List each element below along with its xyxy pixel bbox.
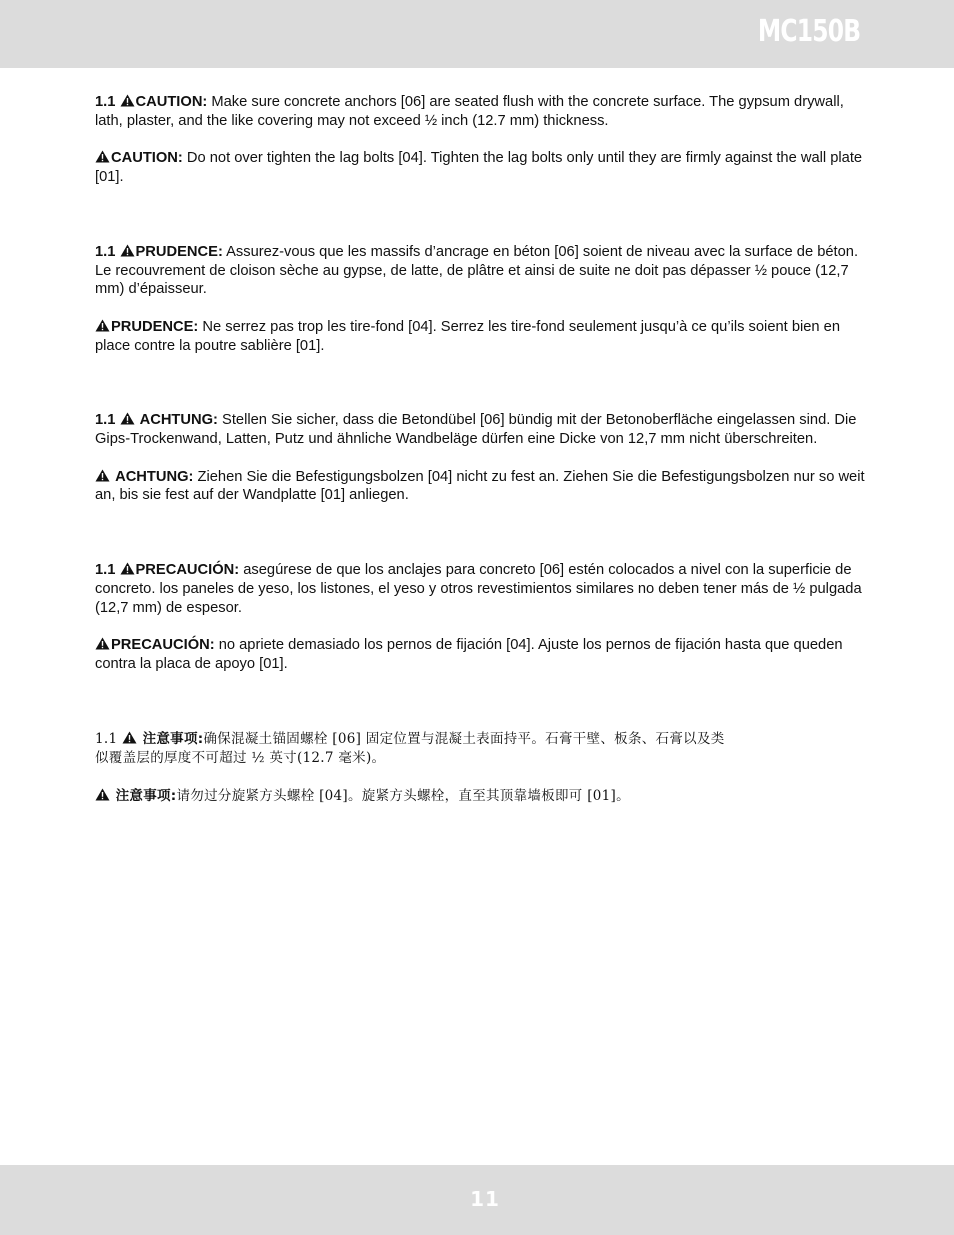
caution-text: Ne serrez pas trop les tire-fond [04]. Serrez les tire-fond seulement jusqu’à ce qu’ils soient bien en place contre la poutre sablière [01]. bbox=[95, 318, 841, 354]
warning-triangle-icon bbox=[95, 637, 110, 650]
caution-paragraph bbox=[95, 93, 865, 130]
caution-paragraph bbox=[95, 561, 865, 617]
caution-label: 注意事项: bbox=[115, 787, 177, 804]
page-header bbox=[0, 0, 954, 68]
warning-triangle-icon bbox=[120, 562, 135, 575]
caution-section-zh bbox=[95, 730, 865, 806]
caution-section-fr bbox=[95, 243, 865, 356]
caution-text: 确保混凝土锚固螺栓 [06] 固定位置与混凝土表面持平。石膏干壁、板条、石膏以及类似覆盖层的厚度不可超过 ½ 英寸(12.7 毫米)。 bbox=[95, 730, 725, 766]
step-number: 1.1 bbox=[95, 243, 116, 260]
warning-triangle-icon bbox=[122, 731, 137, 744]
caution-text: Stellen Sie sicher, dass die Betondübel [06] bündig mit der Betonoberfläche eingelassen sind. Die Gips-Trockenwand, Latten, Putz und ähnliche Wandbeläge dürfen eine Dicke von 12,7 mm nicht überschreiten. bbox=[95, 412, 857, 448]
caution-paragraph bbox=[95, 468, 865, 505]
caution-paragraph bbox=[95, 787, 865, 806]
caution-label: PRUDENCE: bbox=[111, 318, 199, 335]
caution-text: Assurez-vous que les massifs d’ancrage en béton [06] soient de niveau avec la surface de béton. Le recouvrement de cloison sèche au gypse, de latte, de plâtre et ainsi de suite ne doit pas dépasser ½ pouce (12,7 mm) d’épaisseur. bbox=[95, 243, 859, 298]
caution-label: PRECAUCIÓN: bbox=[111, 637, 215, 654]
caution-label: 注意事项: bbox=[142, 730, 204, 747]
caution-paragraph bbox=[95, 149, 865, 186]
caution-section-en bbox=[95, 93, 865, 187]
caution-text: Ziehen Sie die Befestigungsbolzen [04] nicht zu fest an. Ziehen Sie die Befestigungsbolzen nur so weit an, bis sie fest auf der Wandplatte [01] anliegen. bbox=[95, 468, 865, 504]
warning-triangle-icon bbox=[120, 94, 135, 107]
warning-triangle-icon bbox=[120, 244, 135, 257]
caution-text: asegúrese de que los anclajes para concreto [06] estén colocados a nivel con la superficie de concreto. los paneles de yeso, los listones, el yeso y otros revestimientos similares no deben tener más de ½ pulgada (12,7 mm) de espesor. bbox=[95, 562, 862, 616]
page-content bbox=[95, 93, 865, 806]
caution-paragraph bbox=[95, 318, 865, 355]
warning-triangle-icon bbox=[120, 412, 135, 425]
caution-paragraph bbox=[95, 411, 865, 448]
caution-label: PRUDENCE: bbox=[135, 243, 223, 260]
step-number: 1.1 bbox=[95, 94, 116, 110]
warning-triangle-icon bbox=[95, 319, 110, 332]
caution-text: Do not over tighten the lag bolts [04]. Tighten the lag bolts only until they are firmly against the wall plate [01]. bbox=[95, 150, 863, 186]
model-title: MC150B bbox=[757, 14, 860, 49]
caution-section-de bbox=[95, 411, 865, 505]
warning-triangle-icon bbox=[95, 150, 110, 163]
warning-triangle-icon bbox=[95, 788, 110, 801]
page-footer bbox=[0, 1165, 954, 1235]
caution-paragraph bbox=[95, 730, 735, 768]
caution-label: CAUTION: bbox=[135, 94, 208, 110]
caution-text: Make sure concrete anchors [06] are seated flush with the concrete surface. The gypsum drywall, lath, plaster, and the like covering may not exceed ½ inch (12.7 mm) thickness. bbox=[95, 94, 844, 129]
caution-label: CAUTION: bbox=[111, 150, 183, 167]
step-number: 1.1 bbox=[95, 562, 116, 579]
caution-text: no apriete demasiado los pernos de fijación [04]. Ajuste los pernos de fijación hasta que queden contra la placa de apoyo [01]. bbox=[95, 637, 843, 672]
warning-triangle-icon bbox=[95, 469, 110, 482]
caution-text: 请勿过分旋紧方头螺栓 [04]。旋紧方头螺栓，直至其顶靠墙板即可 [01]。 bbox=[176, 787, 630, 804]
caution-label: PRECAUCIÓN: bbox=[135, 562, 240, 579]
caution-paragraph bbox=[95, 243, 865, 299]
caution-paragraph bbox=[95, 636, 865, 673]
caution-label: ACHTUNG: bbox=[115, 468, 194, 485]
page-number: 11 bbox=[470, 1187, 500, 1211]
step-number: 1.1 bbox=[95, 730, 118, 747]
step-number: 1.1 bbox=[95, 412, 116, 429]
caution-section-es bbox=[95, 561, 865, 674]
caution-label: ACHTUNG: bbox=[139, 412, 218, 429]
